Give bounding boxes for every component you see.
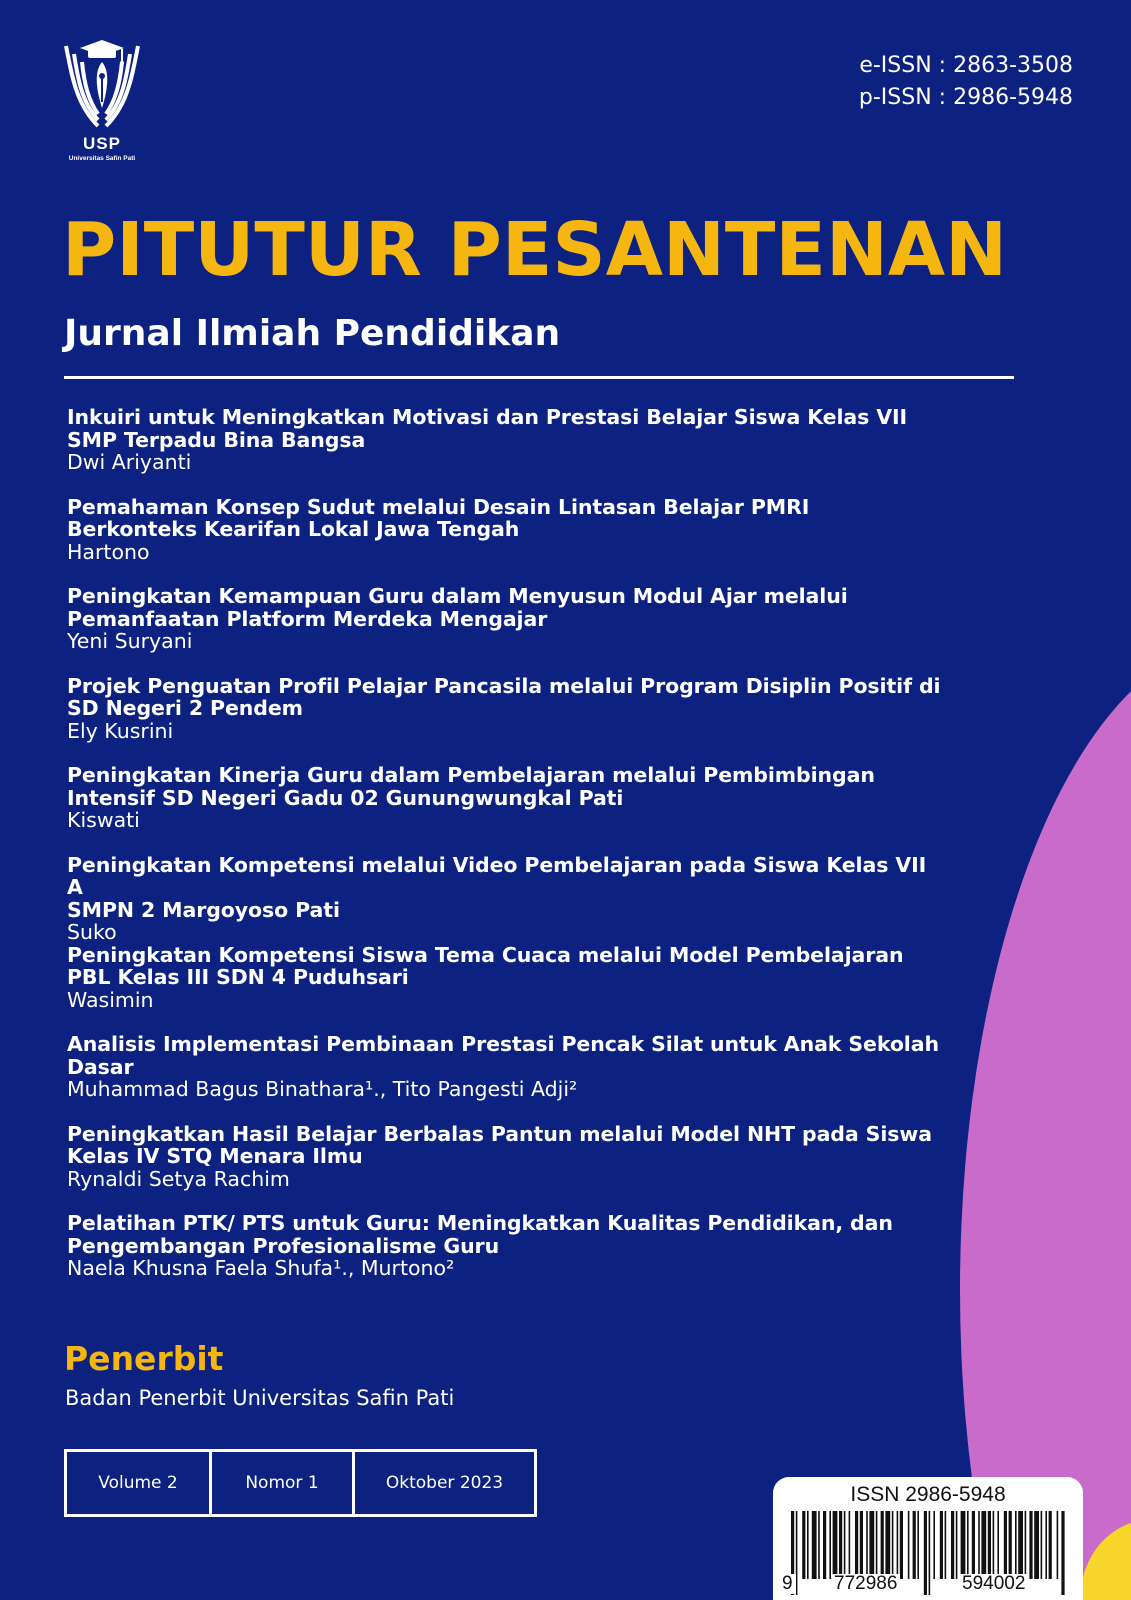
article-author: Naela Khusna Faela Shufa¹., Murtono² — [67, 1256, 455, 1281]
article-title-line: Pemanfaatan Platform Merdeka Mengajar — [67, 606, 548, 631]
article-title-line: Pengembangan Profesionalisme Guru — [67, 1233, 500, 1258]
barcode-bar — [885, 1511, 890, 1579]
barcode-bar — [812, 1511, 817, 1579]
barcode-bar — [869, 1511, 874, 1579]
barcode-bar — [929, 1511, 931, 1595]
barcode-bar — [993, 1511, 995, 1579]
barcode-bar — [892, 1511, 894, 1579]
barcode-issn-label: ISSN 2986-5948 — [850, 1483, 1006, 1506]
article-title-line: Kelas IV STQ Menara Ilmu — [67, 1144, 363, 1169]
barcode-bar — [881, 1511, 884, 1579]
barcode-bar — [1034, 1511, 1039, 1579]
article-author: Yeni Suryani — [67, 629, 193, 654]
issn-barcode — [773, 1477, 1083, 1600]
barcode-bar — [829, 1511, 831, 1579]
logo-title: USP — [83, 134, 121, 153]
article-title-line: Analisis Implementasi Pembinaan Prestasi Pencak Silat untuk Anak Sekolah — [67, 1032, 939, 1057]
barcode-bar — [897, 1511, 899, 1579]
issue-number: Nomor 1 — [209, 1452, 352, 1514]
issue-date: Oktober 2023 — [352, 1452, 534, 1514]
barcode-bar — [917, 1511, 919, 1579]
barcode-bar — [1045, 1511, 1047, 1579]
article-title-line: Peningkatan Kinerja Guru dalam Pembelajaran melalui Pembimbingan — [67, 763, 875, 788]
article-item — [67, 1123, 947, 1213]
article-author: Muhammad Bagus Binathara¹., Tito Pangesti Adji² — [67, 1077, 578, 1102]
article-title-line: Peningkatkan Hasil Belajar Berbalas Pantun melalui Model NHT pada Siswa — [67, 1121, 932, 1146]
barcode-bar — [1015, 1511, 1017, 1579]
barcode-bar — [967, 1511, 969, 1579]
barcode-bar — [940, 1511, 943, 1579]
barcode-bar — [924, 1511, 927, 1595]
article-author: Wasimin — [67, 987, 154, 1012]
article-title-line: Pemahaman Konsep Sudut melalui Desain Lintasan Belajar PMRI — [67, 494, 810, 519]
barcode-bar — [978, 1511, 980, 1579]
article-author: Rynaldi Setya Rachim — [67, 1166, 290, 1191]
barcode-bar — [823, 1511, 826, 1579]
journal-title: PITUTUR PESANTENAN — [62, 207, 1008, 293]
article-title-line: Intensif SD Negeri Gadu 02 Gunungwungkal Pati — [67, 785, 624, 810]
article-list — [67, 406, 947, 1302]
barcode-bar — [1018, 1511, 1023, 1579]
barcode-bar — [913, 1511, 916, 1579]
article-title-line: PBL Kelas III SDN 4 Puduhsari — [67, 965, 409, 990]
article-item — [67, 854, 947, 944]
barcode-bar — [981, 1511, 986, 1579]
issue-info-box — [64, 1449, 537, 1517]
barcode-bar — [833, 1511, 838, 1579]
barcode-bar — [900, 1511, 903, 1579]
barcode-bar — [849, 1511, 851, 1579]
barcode-bar — [1061, 1511, 1064, 1595]
barcode-bar — [988, 1511, 991, 1579]
barcode-bar — [807, 1511, 809, 1579]
article-title-line: Peningkatan Kompetensi Siswa Tema Cuaca melalui Model Pembelajaran — [67, 942, 904, 967]
barcode-bar — [818, 1511, 820, 1579]
barcode-bar — [945, 1511, 947, 1579]
barcode-bar — [796, 1511, 798, 1595]
article-title-line: Berkonteks Kearifan Lokal Jawa Tengah — [67, 517, 520, 542]
article-title-line: Pelatihan PTK/ PTS untuk Guru: Meningkatkan Kualitas Pendidikan, dan — [67, 1211, 893, 1236]
article-item — [67, 1212, 947, 1302]
barcode-bar — [1025, 1511, 1027, 1579]
issn-block — [859, 50, 1073, 114]
article-title-line: Peningkatan Kemampuan Guru dalam Menyusun Modul Ajar melalui — [67, 584, 848, 609]
barcode-bar — [1057, 1511, 1059, 1579]
article-title-line: Projek Penguatan Profil Pelajar Pancasila melalui Program Disiplin Positif di — [67, 673, 941, 698]
barcode-bar — [860, 1511, 863, 1579]
barcode-bar — [997, 1511, 999, 1579]
issue-volume: Volume 2 — [98, 1473, 178, 1493]
article-item — [67, 1033, 947, 1123]
barcode-bar — [844, 1511, 846, 1579]
barcode-group-right: 594002 — [959, 1574, 1028, 1594]
article-author: Dwi Ariyanti — [67, 450, 192, 474]
article-author: Ely Kusrini — [67, 718, 174, 743]
article-title-line: SMPN 2 Margoyoso Pati — [67, 897, 340, 922]
barcode-bar — [855, 1511, 858, 1579]
barcode-bar — [972, 1511, 975, 1579]
logo-subtitle: Universitas Safin Pati — [68, 155, 136, 162]
article-author: Hartono — [67, 539, 150, 564]
barcode-bar — [956, 1511, 958, 1579]
barcode-digit-lead: 9 — [779, 1574, 796, 1594]
article-item — [67, 585, 947, 675]
article-item — [67, 496, 947, 586]
barcode-bar — [908, 1511, 910, 1579]
article-item — [67, 944, 947, 1034]
e-issn: e-ISSN : 2863-3508 — [859, 53, 1073, 78]
usp-logo — [62, 36, 142, 166]
barcode-bar — [802, 1511, 805, 1579]
article-title-line: SD Negeri 2 Pendem — [67, 696, 303, 721]
article-title-line: Dasar — [67, 1054, 134, 1079]
article-item — [67, 406, 947, 496]
barcode-bar — [1004, 1511, 1007, 1579]
graduation-book-pen-icon — [62, 36, 142, 132]
article-author: Kiswati — [67, 808, 140, 833]
article-title-line: Inkuiri untuk Meningkatkan Motivasi dan Prestasi Belajar Siswa Kelas VII — [67, 405, 908, 429]
barcode-group-left: 772986 — [831, 1574, 900, 1594]
article-item — [67, 675, 947, 765]
pink-decorative-shape — [960, 640, 1131, 1600]
title-divider — [64, 376, 1014, 379]
barcode-bar — [866, 1511, 868, 1579]
article-author: Suko — [67, 920, 117, 945]
publisher-label: Penerbit — [64, 1339, 224, 1378]
barcode-bar — [876, 1511, 878, 1579]
p-issn: p-ISSN : 2986-5948 — [858, 85, 1073, 110]
barcode-bar — [839, 1511, 842, 1579]
barcode-bar — [1009, 1511, 1012, 1579]
article-title-line: SMP Terpadu Bina Bangsa — [67, 427, 366, 452]
barcode-bar — [1049, 1511, 1052, 1579]
article-item — [67, 764, 947, 854]
article-title-line: Peningkatan Kompetensi melalui Video Pembelajaran pada Siswa Kelas VII A — [67, 852, 927, 900]
barcode-bar — [951, 1511, 954, 1579]
barcode-bar — [933, 1511, 935, 1579]
barcode-bar — [961, 1511, 966, 1579]
publisher-name: Badan Penerbit Universitas Safin Pati — [65, 1386, 455, 1410]
barcode-bar — [1041, 1511, 1043, 1579]
journal-subtitle: Jurnal Ilmiah Pendidikan — [64, 313, 561, 354]
barcode-bar — [1029, 1511, 1032, 1579]
